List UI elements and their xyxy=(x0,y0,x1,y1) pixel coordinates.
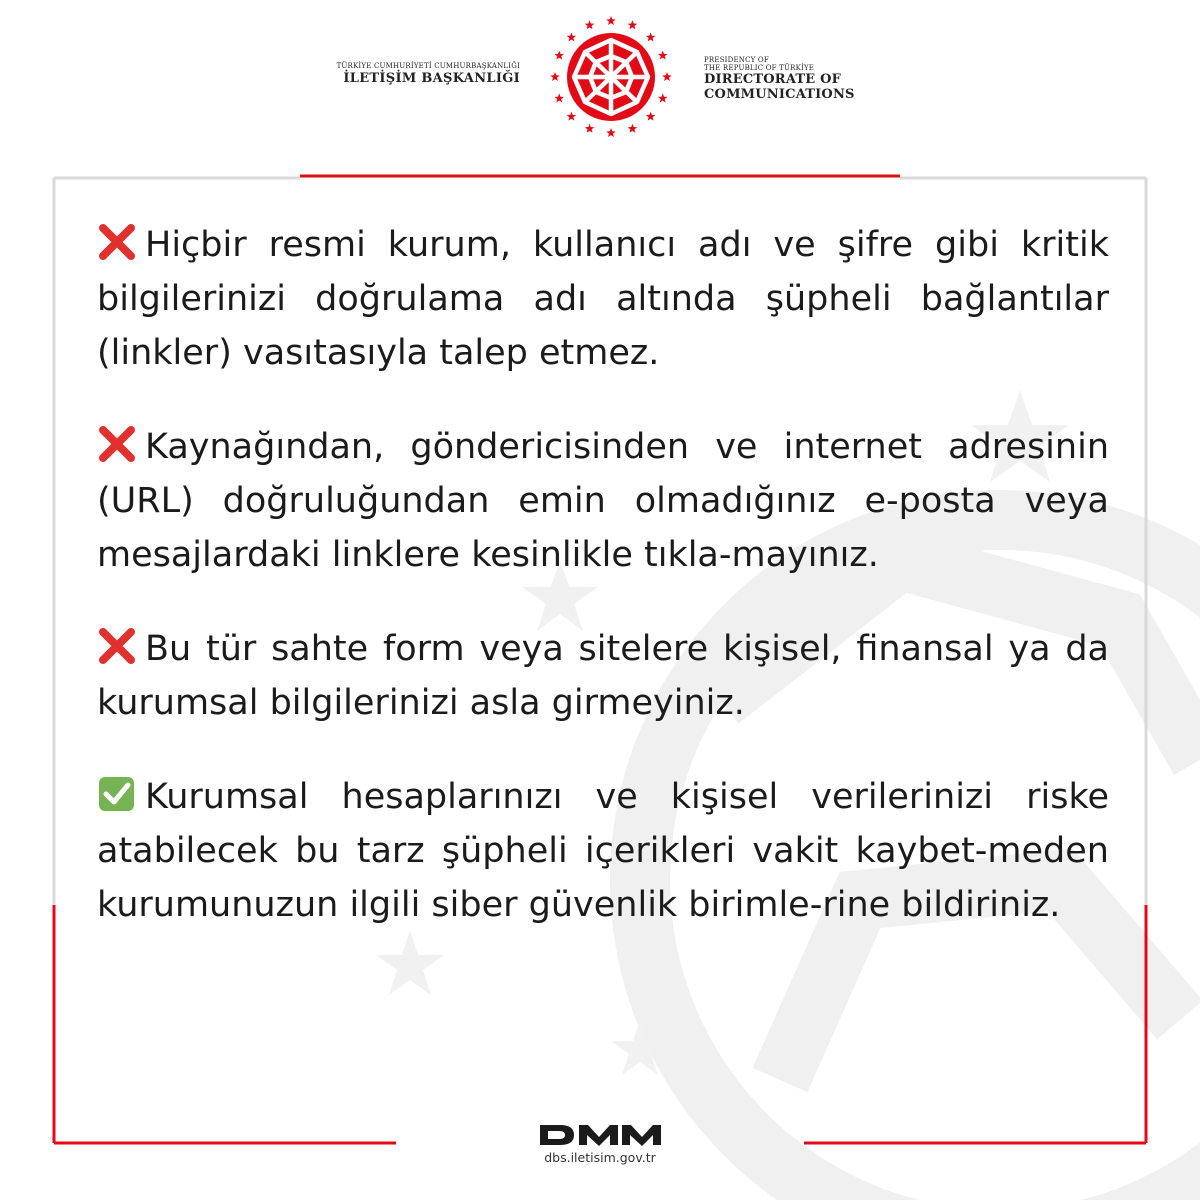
warning-text: Bu tür sahte form veya sitelere kişisel, finansal ya da kurumsal bilgilerinizi asla girmeyiniz. xyxy=(97,629,1109,723)
dmm-logo xyxy=(538,1122,662,1148)
emblem-star-icon xyxy=(646,112,656,121)
emblem-star-icon xyxy=(550,72,560,81)
emblem-star-icon xyxy=(662,72,672,81)
header xyxy=(0,0,1200,160)
institution-subtitle-tr: TÜRKİYE CUMHURİYETİ CUMHURBAŞKANLIĞI xyxy=(336,62,520,70)
emblem-star-icon xyxy=(658,93,668,102)
check-mark-icon xyxy=(97,776,137,812)
institution-subtitle-en-2: THE REPUBLIC OF TÜRKİYE xyxy=(704,64,815,72)
warning-item xyxy=(97,622,1109,730)
emblem-star-icon xyxy=(585,20,595,29)
emblem-star-icon xyxy=(567,112,577,121)
emblem-star-icon xyxy=(646,32,656,41)
footer xyxy=(500,1122,700,1165)
institution-name-tr xyxy=(300,62,520,87)
website-url[interactable]: dbs.iletisim.gov.tr xyxy=(544,1150,656,1165)
institution-title-tr: İLETİŞİM BAŞKANLIĞI xyxy=(343,71,520,86)
institution-title-en-2: COMMUNICATIONS xyxy=(704,87,855,102)
emblem-star-icon xyxy=(658,51,668,60)
warning-item xyxy=(97,420,1109,582)
warning-text: Kaynağından, göndericisinden ve internet adresinin (URL) doğruluğundan emin olmadığınız e-posta veya mesajlardaki linklere kesinlikle tıkla-mayınız. xyxy=(97,427,1109,575)
emblem-star-icon xyxy=(606,16,616,25)
presidential-emblem-icon xyxy=(546,12,676,142)
emblem-star-icon xyxy=(606,128,616,137)
warning-item xyxy=(97,218,1109,380)
emblem-star-icon xyxy=(585,124,595,133)
advice-item xyxy=(97,770,1109,932)
emblem-star-icon xyxy=(555,51,565,60)
cross-mark-icon xyxy=(97,628,137,664)
warning-text: Hiçbir resmi kurum, kullanıcı adı ve şifre gibi kritik bilgilerinizi doğrulama adı altında şüpheli bağlantılar (linkler) vasıtasıyla talep etmez. xyxy=(97,225,1109,373)
warning-list xyxy=(97,218,1109,972)
cross-mark-icon xyxy=(97,224,137,260)
emblem-star-icon xyxy=(628,124,638,133)
emblem-star-icon xyxy=(628,20,638,29)
institution-subtitle-en-1: PRESIDENCY OF xyxy=(704,56,769,64)
cross-mark-icon xyxy=(97,426,137,462)
institution-name-en xyxy=(704,56,944,102)
emblem-star-icon xyxy=(567,32,577,41)
institution-title-en-1: DIRECTORATE OF xyxy=(704,72,842,87)
advice-text: Kurumsal hesaplarınızı ve kişisel verilerinizi riske atabilecek bu tarz şüpheli içerikleri vakit kaybet-meden kurumunuzun ilgili siber güvenlik birimle-rine bildiriniz. xyxy=(97,777,1109,925)
emblem-star-icon xyxy=(555,93,565,102)
